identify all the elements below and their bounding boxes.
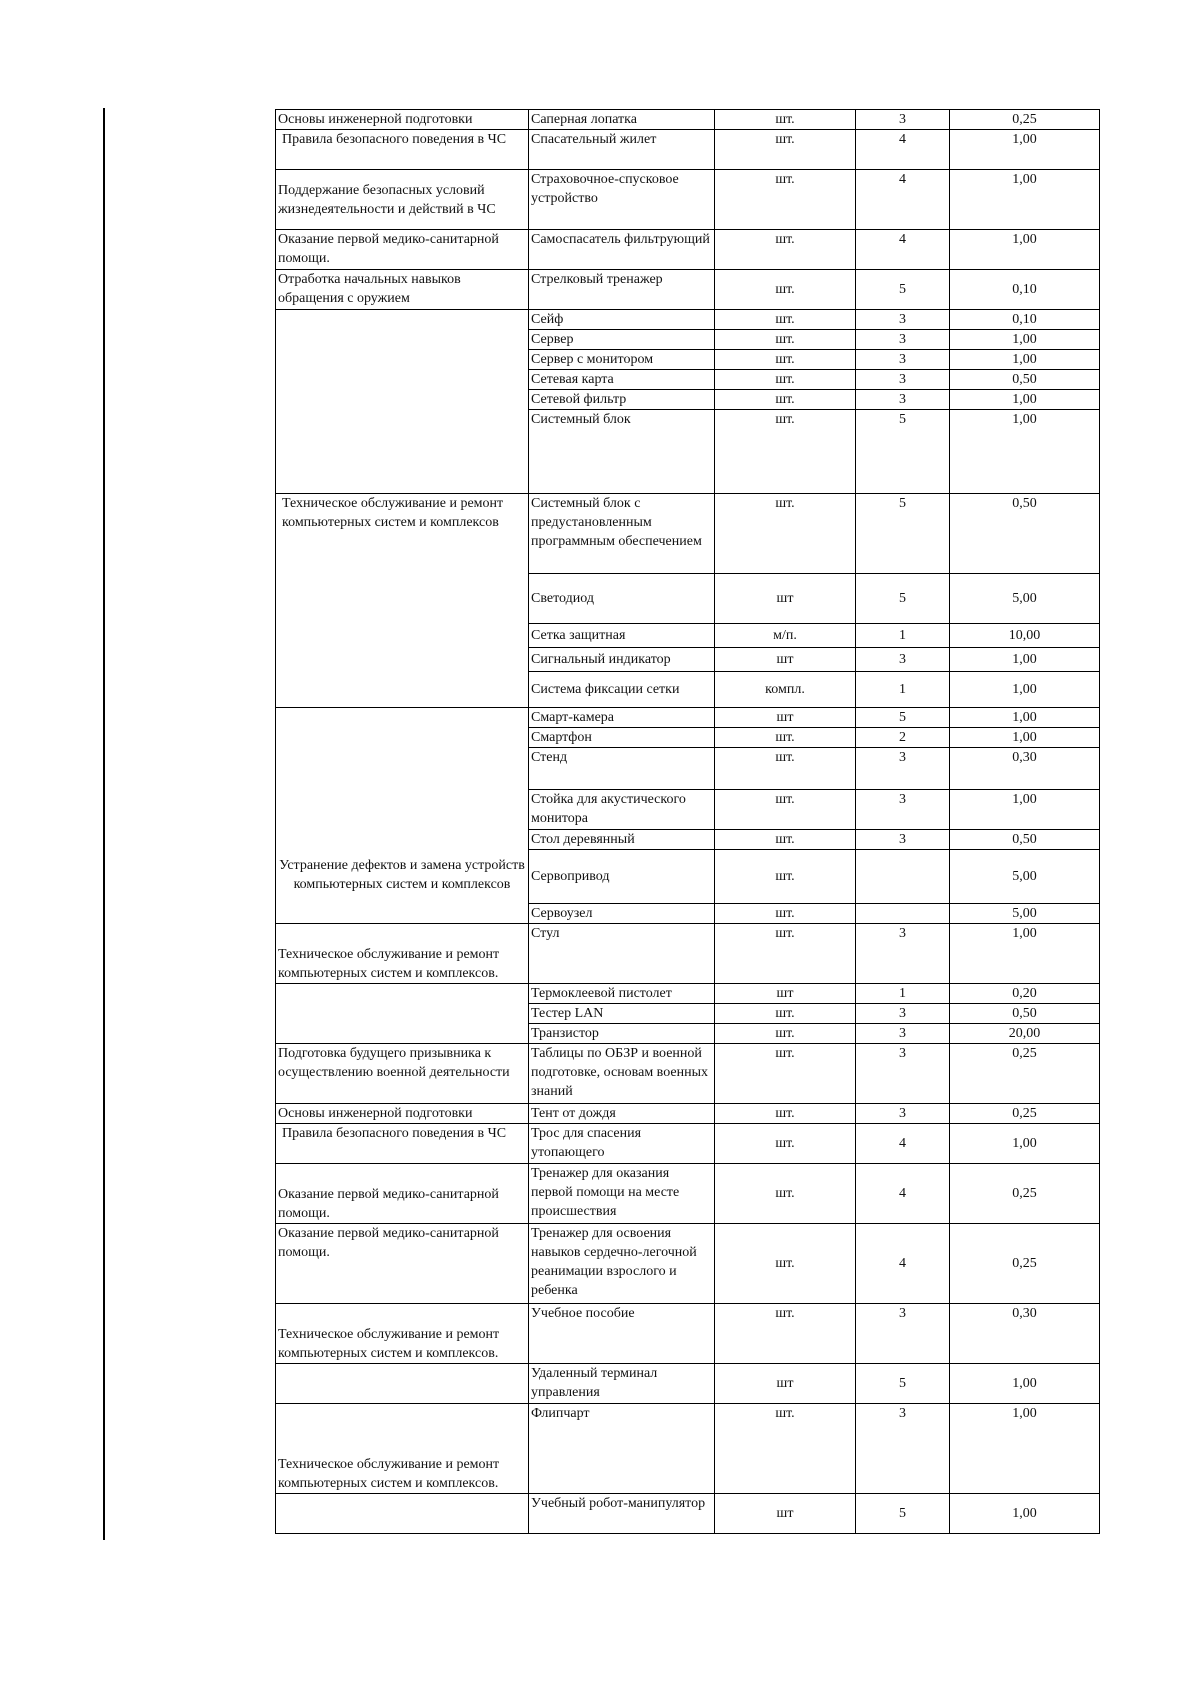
table-row [276,924,1100,984]
coef-cell: 1,00 [950,672,1100,708]
item-cell: Сетевая карта [529,370,715,390]
table-row [276,1164,1100,1224]
section-text: Устранение дефектов и замена устройств компьютерных систем и комплексов [279,857,525,892]
unit-cell: шт. [715,494,856,574]
item-cell: Таблицы по ОБЗР и военной подготовке, основам военных знаний [529,1044,715,1104]
unit-cell: шт. [715,350,856,370]
unit-cell: шт. [715,1404,856,1494]
coef-cell: 1,00 [950,230,1100,270]
table-row [276,1124,1100,1164]
item-cell: Самоспасатель фильтрующий [529,230,715,270]
unit-cell: шт. [715,1044,856,1104]
item-cell: Сигнальный индикатор [529,648,715,672]
unit-cell: шт. [715,1304,856,1364]
table-row [276,1304,1100,1364]
coef-cell: 1,00 [950,648,1100,672]
coef-cell: 1,00 [950,790,1100,830]
coef-cell: 0,25 [950,1044,1100,1104]
section-cell [276,1364,529,1404]
qty-cell: 5 [856,1494,950,1534]
coef-cell: 0,25 [950,110,1100,130]
unit-cell: шт. [715,170,856,230]
qty-cell: 3 [856,330,950,350]
unit-cell: компл. [715,672,856,708]
unit-cell: шт. [715,1124,856,1164]
item-cell: Учебное пособие [529,1304,715,1364]
table-row [276,984,1100,1004]
unit-cell: шт. [715,310,856,330]
item-cell: Транзистор [529,1024,715,1044]
section-cell [276,984,529,1044]
unit-cell: шт. [715,1024,856,1044]
table-row [276,708,1100,728]
unit-cell: шт. [715,410,856,494]
coef-cell: 0,10 [950,270,1100,310]
qty-cell: 1 [856,624,950,648]
item-cell: Системный блок с предустановленным программным обеспечением [529,494,715,574]
unit-cell: шт. [715,728,856,748]
section-cell: Техническое обслуживание и ремонт компьютерных систем и комплексов. [276,1404,529,1494]
item-cell: Системный блок [529,410,715,494]
table-row [276,1404,1100,1494]
unit-cell: шт. [715,904,856,924]
qty-cell: 3 [856,790,950,830]
section-cell: Техническое обслуживание и ремонт компьютерных систем и комплексов. [276,1304,529,1364]
item-cell: Сетка защитная [529,624,715,648]
item-cell: Сервер с монитором [529,350,715,370]
section-cell: Правила безопасного поведения в ЧС [276,130,529,170]
coef-cell: 0,25 [950,1164,1100,1224]
unit-cell: шт. [715,230,856,270]
item-cell: Учебный робот-манипулятор [529,1494,715,1534]
section-cell: Оказание первой медико-санитарной помощи. [276,1224,529,1304]
qty-cell: 3 [856,1404,950,1494]
coef-cell: 1,00 [950,1494,1100,1534]
coef-cell: 5,00 [950,850,1100,904]
unit-cell: шт [715,984,856,1004]
qty-cell: 4 [856,1164,950,1224]
item-cell: Спасательный жилет [529,130,715,170]
table-row [276,1364,1100,1404]
coef-cell: 5,00 [950,574,1100,624]
qty-cell: 5 [856,494,950,574]
section-cell [276,708,529,924]
item-cell: Саперная лопатка [529,110,715,130]
unit-cell: шт. [715,748,856,790]
unit-cell: шт [715,574,856,624]
qty-cell: 3 [856,1004,950,1024]
item-cell: Смартфон [529,728,715,748]
page-margin-line [103,108,105,1540]
table-row [276,494,1100,574]
unit-cell: шт [715,708,856,728]
coef-cell: 0,50 [950,370,1100,390]
table-row [276,1044,1100,1104]
unit-cell: шт. [715,1164,856,1224]
item-cell: Сейф [529,310,715,330]
item-cell: Смарт-камера [529,708,715,728]
coef-cell: 1,00 [950,390,1100,410]
item-cell: Стенд [529,748,715,790]
unit-cell: шт. [715,830,856,850]
section-cell: Оказание первой медико-санитарной помощи. [276,1164,529,1224]
qty-cell: 5 [856,1364,950,1404]
qty-cell: 1 [856,672,950,708]
unit-cell: шт. [715,130,856,170]
item-cell: Сервер [529,330,715,350]
item-cell: Тренажер для освоения навыков сердечно-легочной реанимации взрослого и ребенка [529,1224,715,1304]
item-cell: Термоклеевой пистолет [529,984,715,1004]
item-cell: Стойка для акустического монитора [529,790,715,830]
qty-cell: 3 [856,370,950,390]
coef-cell: 20,00 [950,1024,1100,1044]
section-cell: Отработка начальных навыков обращения с оружием [276,270,529,310]
qty-cell: 1 [856,984,950,1004]
item-cell: Стол деревянный [529,830,715,850]
qty-cell: 3 [856,924,950,984]
section-cell [276,1494,529,1534]
qty-cell: 5 [856,708,950,728]
qty-cell: 3 [856,1104,950,1124]
coef-cell: 0,30 [950,748,1100,790]
coef-cell: 1,00 [950,728,1100,748]
qty-cell: 3 [856,390,950,410]
coef-cell: 1,00 [950,410,1100,494]
table-row [276,1104,1100,1124]
coef-cell: 1,00 [950,350,1100,370]
section-cell: Поддержание безопасных условий жизнедеятельности и действий в ЧС [276,170,529,230]
unit-cell: шт. [715,1104,856,1124]
coef-cell: 0,25 [950,1104,1100,1124]
section-cell: Техническое обслуживание и ремонт компьютерных систем и комплексов [276,494,529,708]
item-cell: Сервопривод [529,850,715,904]
qty-cell: 3 [856,310,950,330]
table-row [276,230,1100,270]
coef-cell: 0,25 [950,1224,1100,1304]
unit-cell: шт. [715,924,856,984]
item-cell: Трос для спасения утопающего [529,1124,715,1164]
coef-cell: 5,00 [950,904,1100,924]
item-cell: Флипчарт [529,1404,715,1494]
item-cell: Тент от дождя [529,1104,715,1124]
coef-cell: 1,00 [950,924,1100,984]
qty-cell: 4 [856,170,950,230]
unit-cell: шт [715,1494,856,1534]
table-row [276,130,1100,170]
item-cell: Сервоузел [529,904,715,924]
item-cell: Тренажер для оказания первой помощи на месте происшествия [529,1164,715,1224]
item-cell: Сетевой фильтр [529,390,715,410]
coef-cell: 1,00 [950,1404,1100,1494]
table-row [276,1494,1100,1534]
item-cell: Светодиод [529,574,715,624]
unit-cell: шт. [715,110,856,130]
unit-cell: м/п. [715,624,856,648]
qty-cell: 5 [856,410,950,494]
qty-cell: 4 [856,130,950,170]
qty-cell: 3 [856,1044,950,1104]
coef-cell: 0,50 [950,1004,1100,1024]
table-row [276,170,1100,230]
coef-cell: 1,00 [950,330,1100,350]
coef-cell: 0,50 [950,494,1100,574]
coef-cell: 0,10 [950,310,1100,330]
qty-cell: 4 [856,1124,950,1164]
table-row [276,270,1100,310]
qty-cell: 2 [856,728,950,748]
section-cell: Подготовка будущего призывника к осуществлению военной деятельности [276,1044,529,1104]
unit-cell: шт. [715,370,856,390]
qty-cell: 3 [856,350,950,370]
section-cell: Оказание первой медико-санитарной помощи. [276,230,529,270]
unit-cell: шт. [715,1224,856,1304]
qty-cell: 3 [856,748,950,790]
coef-cell: 1,00 [950,130,1100,170]
qty-cell: 3 [856,830,950,850]
qty-cell: 4 [856,230,950,270]
qty-cell: 5 [856,270,950,310]
item-cell: Тестер LAN [529,1004,715,1024]
qty-cell [856,850,950,904]
coef-cell: 0,30 [950,1304,1100,1364]
section-cell: Основы инженерной подготовки [276,110,529,130]
section-cell: Правила безопасного поведения в ЧС [276,1124,529,1164]
unit-cell: шт. [715,790,856,830]
qty-cell: 3 [856,648,950,672]
qty-cell: 4 [856,1224,950,1304]
item-cell: Стрелковый тренажер [529,270,715,310]
unit-cell: шт. [715,330,856,350]
unit-cell: шт. [715,270,856,310]
item-cell: Страховочное-спусковое устройство [529,170,715,230]
coef-cell: 1,00 [950,170,1100,230]
qty-cell: 3 [856,110,950,130]
unit-cell: шт. [715,390,856,410]
item-cell: Система фиксации сетки [529,672,715,708]
item-cell: Удаленный терминал управления [529,1364,715,1404]
coef-cell: 10,00 [950,624,1100,648]
qty-cell: 3 [856,1304,950,1364]
coef-cell: 0,50 [950,830,1100,850]
unit-cell: шт [715,1364,856,1404]
coef-cell: 1,00 [950,1124,1100,1164]
table-row [276,310,1100,330]
coef-cell: 1,00 [950,708,1100,728]
equipment-table [275,109,1100,1534]
coef-cell: 0,20 [950,984,1100,1004]
table-row [276,110,1100,130]
qty-cell: 5 [856,574,950,624]
section-cell: Основы инженерной подготовки [276,1104,529,1124]
qty-cell [856,904,950,924]
unit-cell: шт. [715,850,856,904]
qty-cell: 3 [856,1024,950,1044]
item-cell: Стул [529,924,715,984]
unit-cell: шт [715,648,856,672]
coef-cell: 1,00 [950,1364,1100,1404]
table-row [276,1224,1100,1304]
unit-cell: шт. [715,1004,856,1024]
section-cell [276,310,529,494]
section-cell: Техническое обслуживание и ремонт компьютерных систем и комплексов. [276,924,529,984]
